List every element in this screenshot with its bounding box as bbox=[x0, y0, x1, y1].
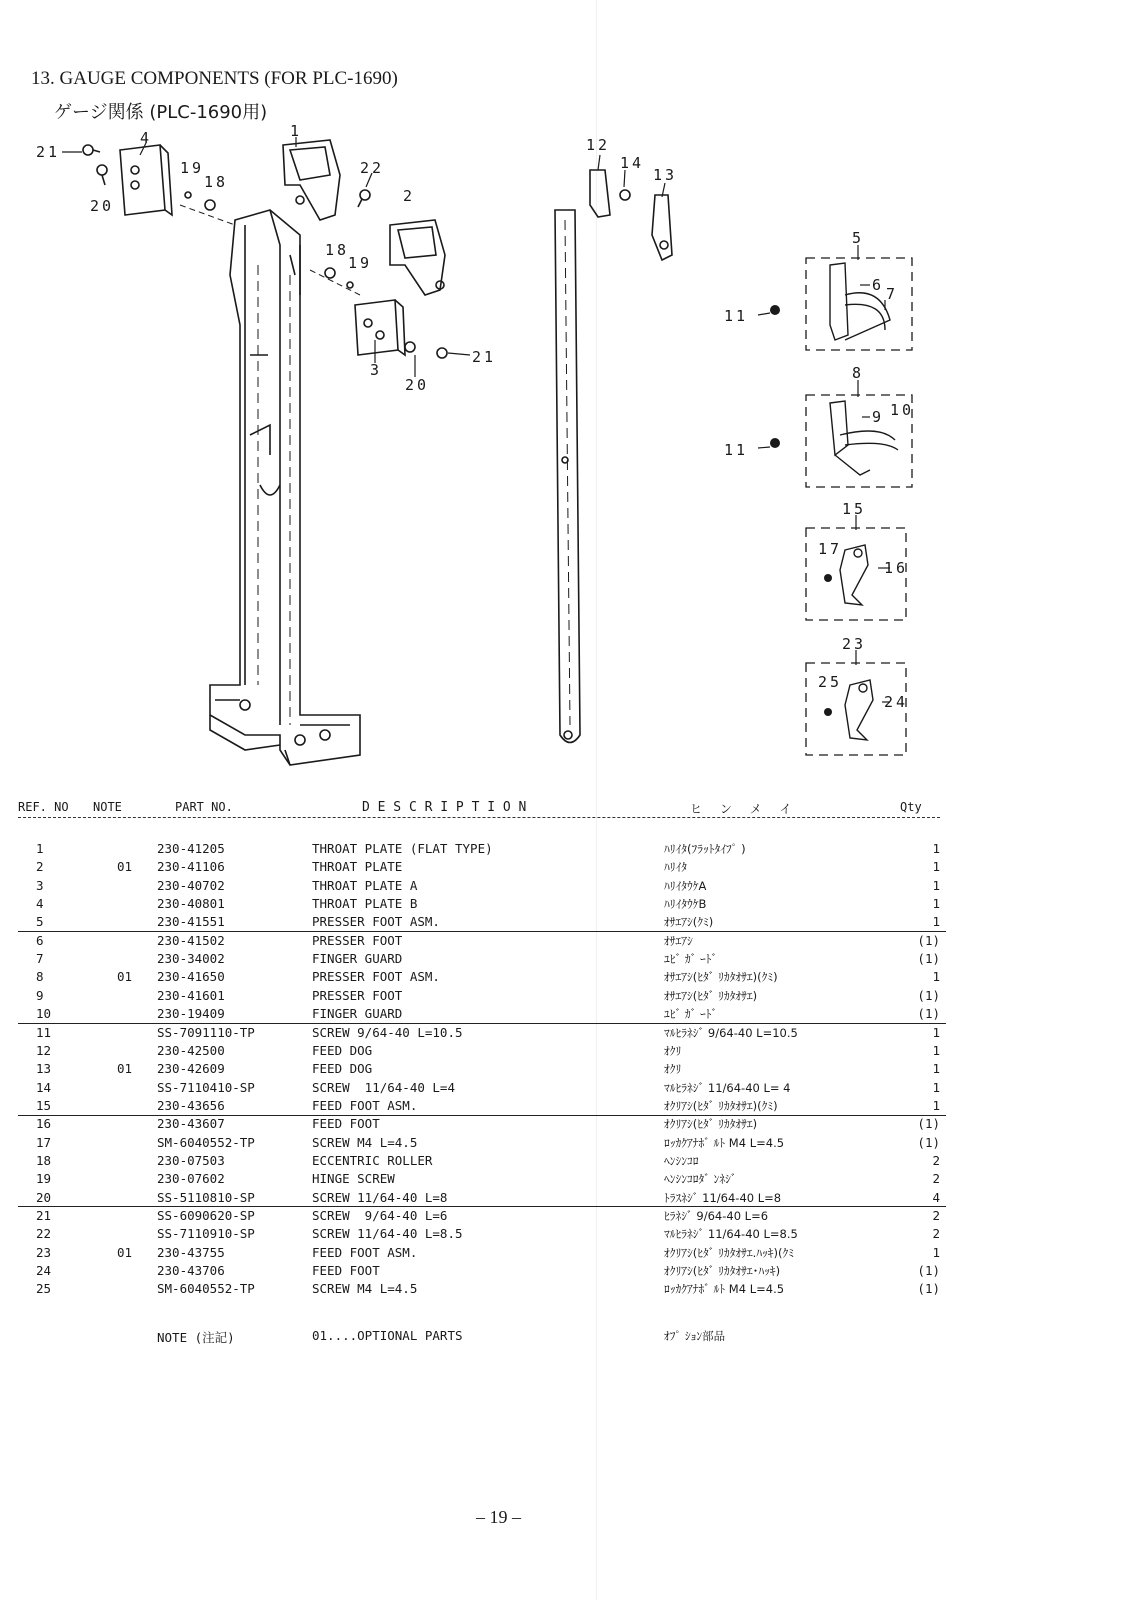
table-row bbox=[0, 1080, 1128, 1098]
table-row bbox=[0, 914, 1128, 932]
feed-bar-drawing bbox=[555, 170, 672, 743]
cell-qty: 1 bbox=[932, 841, 940, 856]
cell-ref: 12 bbox=[36, 1042, 52, 1058]
cell-part: 230-41650 bbox=[157, 969, 225, 985]
callout-label: 19 bbox=[180, 159, 205, 177]
table-row bbox=[0, 1153, 1128, 1171]
callout-label: 22 bbox=[360, 159, 385, 177]
cell-part: SS-7110410-SP bbox=[157, 1079, 255, 1095]
throat-plate-2-drawing bbox=[390, 220, 445, 295]
cell-ref: 9 bbox=[36, 987, 44, 1003]
cell-qty: 4 bbox=[932, 1189, 940, 1205]
cell-part: 230-40801 bbox=[157, 896, 225, 912]
table-row bbox=[0, 1043, 1128, 1061]
table-row bbox=[0, 859, 1128, 877]
callout-label: 11 bbox=[724, 307, 749, 325]
cell-qty: 1 bbox=[932, 1061, 940, 1077]
cell-qty: 1 bbox=[932, 859, 940, 875]
cell-qty: 2 bbox=[932, 1208, 940, 1223]
table-row bbox=[0, 841, 1128, 859]
cell-ref: 7 bbox=[36, 951, 44, 967]
cell-desc: THROAT PLATE A bbox=[312, 877, 418, 893]
cell-qty: 1 bbox=[932, 1024, 940, 1040]
cell-part: 230-41601 bbox=[157, 987, 225, 1003]
cell-kana: ﾏﾙﾋﾗﾈｼﾞ 9/64-40 L=10.5 bbox=[664, 1025, 798, 1040]
cell-kana: ﾏﾙﾋﾗﾈｼﾞ 11/64-40 L= 4 bbox=[664, 1080, 791, 1095]
cell-kana: ｵｸﾘｱｼ(ﾋﾀﾞ ﾘｶﾀｵｻｴ)(ｸﾐ) bbox=[664, 1098, 778, 1113]
table-row bbox=[0, 1208, 1128, 1226]
cell-ref: 22 bbox=[36, 1226, 52, 1242]
cell-part: 230-07602 bbox=[157, 1171, 225, 1187]
cell-desc: FEED FOOT bbox=[312, 1263, 380, 1279]
table-row bbox=[0, 896, 1128, 914]
cell-qty: 2 bbox=[932, 1171, 940, 1187]
cell-kana: ﾄﾗｽﾈｼﾞ 11/64-40 L=8 bbox=[664, 1190, 782, 1205]
cell-kana: ｵｸﾘｱｼ(ﾋﾀﾞ ﾘｶﾀｵｻｴ.ﾊｯｷ)(ｸﾐ bbox=[664, 1245, 795, 1260]
cell-qty: 2 bbox=[932, 1226, 940, 1242]
page-title: 13. GAUGE COMPONENTS (FOR PLC-1690) bbox=[31, 68, 398, 89]
cell-desc: SCREW 9/64-40 L=6 bbox=[312, 1208, 448, 1223]
table-row bbox=[0, 933, 1128, 951]
cell-ref: 2 bbox=[36, 859, 44, 875]
cell-kana: ﾛｯｶｸｱﾅﾎﾞ ﾙﾄ M4 L=4.5 bbox=[664, 1282, 785, 1297]
cell-part: 230-43656 bbox=[157, 1097, 225, 1113]
cell-desc: PRESSER FOOT bbox=[312, 987, 403, 1003]
cell-ref: 23 bbox=[36, 1244, 52, 1260]
cell-ref: 17 bbox=[36, 1134, 52, 1150]
cell-part: SM-6040552-TP bbox=[157, 1281, 255, 1297]
leader-lines bbox=[62, 137, 890, 702]
cell-desc: PRESSER FOOT ASM. bbox=[312, 969, 440, 985]
cell-qty: (1) bbox=[917, 1006, 940, 1022]
cell-part: 230-41205 bbox=[157, 841, 225, 856]
table-row bbox=[0, 878, 1128, 896]
cell-ref: 24 bbox=[36, 1263, 52, 1279]
callout-label: 15 bbox=[842, 500, 867, 518]
callout-label: 10 bbox=[890, 401, 915, 419]
cell-qty: 1 bbox=[932, 896, 940, 912]
table-row bbox=[0, 1006, 1128, 1024]
cell-part: 230-34002 bbox=[157, 951, 225, 967]
table-row bbox=[0, 1116, 1128, 1134]
callout-label: 12 bbox=[586, 136, 611, 154]
group-separator bbox=[18, 1206, 946, 1207]
cell-ref: 21 bbox=[36, 1208, 52, 1223]
cell-ref: 4 bbox=[36, 896, 44, 912]
cell-desc: HINGE SCREW bbox=[312, 1171, 395, 1187]
cell-kana: ｵｸﾘｱｼ(ﾋﾀﾞ ﾘｶﾀｵｻｴ･ﾊｯｷ) bbox=[664, 1264, 781, 1279]
cell-part: SS-5110810-SP bbox=[157, 1189, 255, 1205]
cell-qty: 1 bbox=[932, 877, 940, 893]
callout-label: 1 bbox=[290, 125, 303, 140]
cell-desc: SCREW 9/64-40 L=10.5 bbox=[312, 1024, 463, 1040]
cell-desc: THROAT PLATE bbox=[312, 859, 403, 875]
cell-part: 230-41551 bbox=[157, 914, 225, 930]
cell-part: 230-42609 bbox=[157, 1061, 225, 1077]
cell-kana: ｵｸﾘ bbox=[664, 1043, 682, 1058]
callout-label: 6 bbox=[872, 276, 885, 294]
callout-label: 23 bbox=[842, 635, 867, 653]
cell-qty: 2 bbox=[932, 1152, 940, 1168]
col-header-qty: Qty bbox=[900, 800, 922, 814]
callout-label: 24 bbox=[884, 693, 909, 711]
note-text-japanese: ｵﾌﾟ ｼｮﾝ部品 bbox=[664, 1329, 726, 1343]
parts-diagram bbox=[0, 125, 1128, 785]
cell-kana: ﾕﾋﾞ ｶﾞ ｰﾄﾞ bbox=[664, 952, 718, 967]
callout-label: 18 bbox=[325, 241, 350, 259]
cell-ref: 13 bbox=[36, 1061, 52, 1077]
cell-qty: 1 bbox=[932, 1079, 940, 1095]
cell-qty: 1 bbox=[932, 1244, 940, 1260]
cell-kana: ﾊﾘｲﾀｳｹB bbox=[664, 897, 707, 912]
cell-desc: FEED DOG bbox=[312, 1061, 373, 1077]
col-header-description: D E S C R I P T I O N bbox=[362, 800, 527, 815]
table-row bbox=[0, 969, 1128, 987]
cell-ref: 19 bbox=[36, 1171, 52, 1187]
cell-part: 230-40702 bbox=[157, 877, 225, 893]
col-header-note: NOTE bbox=[93, 800, 122, 814]
cell-part: 230-43755 bbox=[157, 1244, 225, 1260]
cell-desc: SCREW 11/64-40 L=8.5 bbox=[312, 1226, 463, 1242]
cell-desc: THROAT PLATE B bbox=[312, 896, 418, 912]
cell-desc: FINGER GUARD bbox=[312, 951, 403, 967]
cell-qty: 1 bbox=[932, 1097, 940, 1113]
callout-label: 9 bbox=[872, 408, 885, 426]
cell-ref: 16 bbox=[36, 1116, 52, 1132]
cell-kana: ｵｻｴｱｼ(ﾋﾀﾞ ﾘｶﾀｵｻｴ) bbox=[664, 988, 758, 1003]
cell-ref: 1 bbox=[36, 841, 44, 856]
table-row bbox=[0, 1171, 1128, 1189]
cell-ref: 3 bbox=[36, 877, 44, 893]
callout-label: 20 bbox=[90, 197, 115, 215]
cell-qty: 1 bbox=[932, 969, 940, 985]
cell-ref: 18 bbox=[36, 1152, 52, 1168]
cell-ref: 15 bbox=[36, 1097, 52, 1113]
cell-part: 230-43607 bbox=[157, 1116, 225, 1132]
throat-plate-b-drawing bbox=[120, 145, 172, 215]
cell-kana: ﾊﾘｲﾀ bbox=[664, 860, 687, 875]
callout-label: 16 bbox=[884, 559, 909, 577]
table-row bbox=[0, 1025, 1128, 1043]
table-row bbox=[0, 1098, 1128, 1116]
cell-desc: SCREW 11/64-40 L=4 bbox=[312, 1079, 455, 1095]
callout-label: 20 bbox=[405, 376, 430, 394]
cell-qty: (1) bbox=[917, 1263, 940, 1279]
group-separator bbox=[18, 1023, 946, 1024]
table-row bbox=[0, 1061, 1128, 1079]
cell-note: 01 bbox=[117, 1061, 133, 1077]
callout-label: 14 bbox=[620, 154, 645, 172]
cell-part: SM-6040552-TP bbox=[157, 1134, 255, 1150]
cell-desc: FINGER GUARD bbox=[312, 1006, 403, 1022]
gauge-body-drawing bbox=[210, 210, 360, 765]
col-header-ref: REF. NO bbox=[18, 800, 69, 814]
cell-qty: (1) bbox=[917, 1281, 940, 1297]
cell-desc: PRESSER FOOT bbox=[312, 932, 403, 948]
cell-desc: FEED FOOT ASM. bbox=[312, 1244, 418, 1260]
cell-part: 230-43706 bbox=[157, 1263, 225, 1279]
cell-part: SS-7091110-TP bbox=[157, 1024, 255, 1040]
cell-kana: ﾍﾝｼﾝｺﾛﾀﾞ ﾝﾈｼﾞ bbox=[664, 1172, 737, 1187]
cell-part: SS-7110910-SP bbox=[157, 1226, 255, 1242]
callout-label: 13 bbox=[653, 166, 678, 184]
cell-kana: ｵｸﾘｱｼ(ﾋﾀﾞ ﾘｶﾀｵｻｴ) bbox=[664, 1117, 758, 1132]
cell-kana: ｵｻｴｱｼ(ｸﾐ) bbox=[664, 915, 714, 930]
cell-desc: THROAT PLATE (FLAT TYPE) bbox=[312, 841, 493, 856]
cell-kana: ﾛｯｶｸｱﾅﾎﾞ ﾙﾄ M4 L=4.5 bbox=[664, 1135, 785, 1150]
cell-kana: ｵｻｴｱｼ bbox=[664, 933, 693, 948]
cell-part: 230-07503 bbox=[157, 1152, 225, 1168]
cell-note: 01 bbox=[117, 1244, 133, 1260]
page-number: – 19 – bbox=[476, 1507, 521, 1527]
table-row bbox=[0, 1245, 1128, 1263]
callout-label: 21 bbox=[36, 143, 61, 161]
cell-desc: FEED FOOT bbox=[312, 1116, 380, 1132]
cell-kana: ﾋﾗﾈｼﾞ 9/64-40 L=6 bbox=[664, 1209, 769, 1223]
cell-part: 230-19409 bbox=[157, 1006, 225, 1022]
callout-label: 3 bbox=[370, 361, 383, 379]
table-row bbox=[0, 1263, 1128, 1281]
cell-ref: 6 bbox=[36, 932, 44, 948]
callout-label: 7 bbox=[886, 285, 899, 303]
table-row bbox=[0, 1226, 1128, 1244]
cell-kana: ﾕﾋﾞ ｶﾞ ｰﾄﾞ bbox=[664, 1007, 718, 1022]
cell-qty: (1) bbox=[917, 987, 940, 1003]
cell-desc: FEED FOOT ASM. bbox=[312, 1097, 418, 1113]
cell-desc: SCREW M4 L=4.5 bbox=[312, 1134, 418, 1150]
cell-part: 230-41106 bbox=[157, 859, 225, 875]
cell-kana: ﾏﾙﾋﾗﾈｼﾞ 11/64-40 L=8.5 bbox=[664, 1227, 798, 1242]
cell-desc: SCREW M4 L=4.5 bbox=[312, 1281, 418, 1297]
col-header-kana: ヒ ン メ イ bbox=[690, 802, 792, 816]
table-row bbox=[0, 988, 1128, 1006]
cell-note: 01 bbox=[117, 969, 133, 985]
cell-kana: ｵｻｴｱｼ(ﾋﾀﾞ ﾘｶﾀｵｻｴ)(ｸﾐ) bbox=[664, 970, 778, 985]
throat-plate-a-drawing bbox=[355, 300, 405, 355]
table-row bbox=[0, 1281, 1128, 1299]
callout-label: 18 bbox=[204, 173, 229, 191]
callout-label: 19 bbox=[348, 254, 373, 272]
callout-label: 8 bbox=[852, 364, 865, 382]
callout-label: 17 bbox=[818, 540, 843, 558]
note-label: NOTE (注記) bbox=[157, 1330, 235, 1345]
cell-qty: (1) bbox=[917, 1116, 940, 1132]
cell-ref: 10 bbox=[36, 1006, 52, 1022]
cell-part: SS-6090620-SP bbox=[157, 1208, 255, 1223]
throat-plate-1-drawing bbox=[283, 140, 340, 220]
group-separator bbox=[18, 1115, 946, 1116]
cell-kana: ﾊﾘｲﾀ(ﾌﾗｯﾄﾀｲﾌﾟ ) bbox=[664, 842, 746, 856]
cell-kana: ｵｸﾘ bbox=[664, 1062, 682, 1077]
screws-drawing bbox=[83, 145, 447, 358]
callout-label: 4 bbox=[140, 129, 153, 147]
cell-ref: 5 bbox=[36, 914, 44, 930]
callout-label: 25 bbox=[818, 673, 843, 691]
cell-qty: 1 bbox=[932, 1042, 940, 1058]
page-title-japanese: ゲージ関係 (PLC-1690用) bbox=[54, 102, 268, 123]
note-text: 01....OPTIONAL PARTS bbox=[312, 1328, 463, 1343]
cell-kana: ﾊﾘｲﾀｳｹA bbox=[664, 878, 707, 893]
col-header-part: PART NO. bbox=[175, 800, 233, 814]
cell-desc: SCREW 11/64-40 L=8 bbox=[312, 1189, 448, 1205]
callout-label: 11 bbox=[724, 441, 749, 459]
callout-label: 2 bbox=[403, 187, 416, 205]
cell-ref: 20 bbox=[36, 1189, 52, 1205]
cell-qty: (1) bbox=[917, 951, 940, 967]
cell-qty: (1) bbox=[917, 1134, 940, 1150]
callout-label: 21 bbox=[472, 348, 497, 366]
cell-part: 230-42500 bbox=[157, 1042, 225, 1058]
cell-ref: 14 bbox=[36, 1079, 52, 1095]
cell-ref: 25 bbox=[36, 1281, 52, 1297]
cell-kana: ﾍﾝｼﾝｺﾛ bbox=[664, 1153, 699, 1168]
callout-label: 5 bbox=[852, 229, 865, 247]
cell-note: 01 bbox=[117, 859, 133, 875]
group-separator bbox=[18, 931, 946, 932]
cell-desc: PRESSER FOOT ASM. bbox=[312, 914, 440, 930]
cell-ref: 11 bbox=[36, 1024, 52, 1040]
cell-qty: 1 bbox=[932, 914, 940, 930]
cell-desc: FEED DOG bbox=[312, 1042, 373, 1058]
cell-desc: ECCENTRIC ROLLER bbox=[312, 1152, 433, 1168]
cell-qty: (1) bbox=[917, 932, 940, 948]
cell-part: 230-41502 bbox=[157, 932, 225, 948]
table-row bbox=[0, 951, 1128, 969]
table-row bbox=[0, 1135, 1128, 1153]
header-rule bbox=[18, 817, 940, 818]
cell-ref: 8 bbox=[36, 969, 44, 985]
